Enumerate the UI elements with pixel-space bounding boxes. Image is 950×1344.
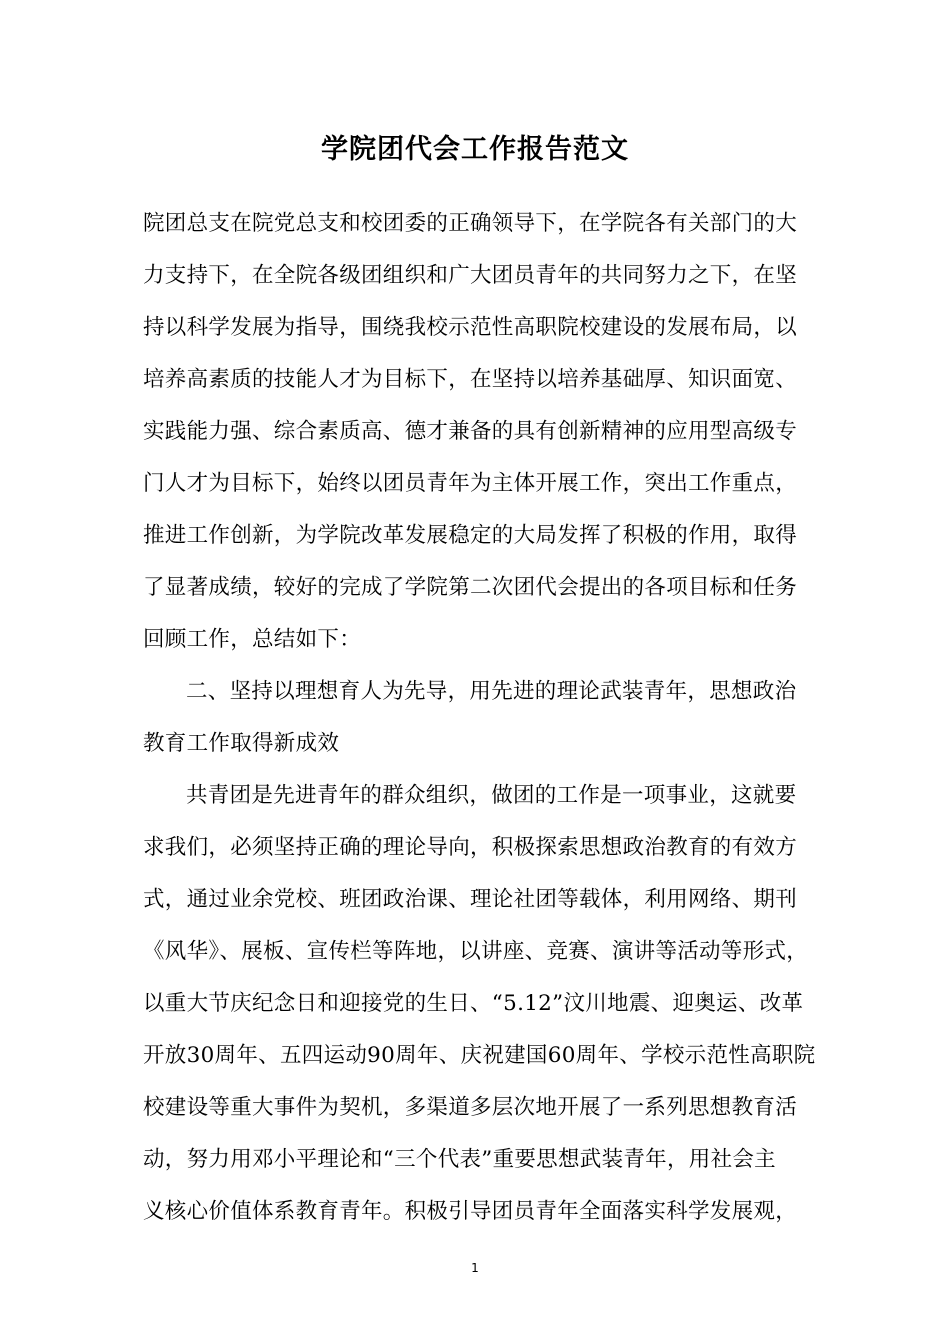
text-line: 动，努力用邓小平理论和“三个代表”重要思想武装青年，用社会主 xyxy=(143,1147,776,1172)
text-line: 实践能力强、综合素质高、德才兼备的具有创新精神的应用型高级专 xyxy=(143,419,798,444)
text-line: 开放30周年、五四运动90周年、庆祝建国60周年、学校示范性高职院 xyxy=(143,1043,816,1068)
text-line: 回顾工作，总结如下： xyxy=(143,627,362,652)
text-line: 门人才为目标下，始终以团员青年为主体开展工作，突出工作重点， xyxy=(143,471,798,496)
text-line: 力支持下，在全院各级团组织和广大团员青年的共同努力之下，在坚 xyxy=(143,263,798,288)
text-line: 式，通过业余党校、班团政治课、理论社团等载体，利用网络、期刊 xyxy=(143,887,798,912)
text-line: 了显著成绩，较好的完成了学院第二次团代会提出的各项目标和任务 xyxy=(143,575,798,600)
page-number: 1 xyxy=(471,1261,479,1275)
text-line: 推进工作创新，为学院改革发展稳定的大局发挥了积极的作用，取得 xyxy=(143,523,798,548)
text-line: 校建设等重大事件为契机，多渠道多层次地开展了一系列思想教育活 xyxy=(143,1095,798,1120)
text-line: 义核心价值体系教育青年。积极引导团员青年全面落实科学发展观， xyxy=(143,1199,798,1224)
text-line: 求我们，必须坚持正确的理论导向，积极探索思想政治教育的有效方 xyxy=(143,835,798,860)
text-line: 以重大节庆纪念日和迎接党的生日、“5.12”汶川地震、迎奥运、改革 xyxy=(143,991,804,1016)
section-heading-line: 教育工作取得新成效 xyxy=(143,731,340,756)
text-line: 持以科学发展为指导，围绕我校示范性高职院校建设的发展布局，以 xyxy=(143,315,798,340)
text-line: 培养高素质的技能人才为目标下，在坚持以培养基础厚、知识面宽、 xyxy=(143,367,798,392)
text-line: 共青团是先进青年的群众组织，做团的工作是一项事业，这就要 xyxy=(186,783,797,808)
document-body xyxy=(143,204,833,1244)
text-line: 《风华》、展板、宣传栏等阵地，以讲座、竞赛、演讲等活动等形式， xyxy=(143,939,809,964)
text-line: 院团总支在院党总支和校团委的正确领导下，在学院各有关部门的大 xyxy=(143,211,798,236)
section-heading-line: 二、坚持以理想育人为先导，用先进的理论武装青年，思想政治 xyxy=(186,679,797,704)
document-title: 学院团代会工作报告范文 xyxy=(321,134,629,165)
